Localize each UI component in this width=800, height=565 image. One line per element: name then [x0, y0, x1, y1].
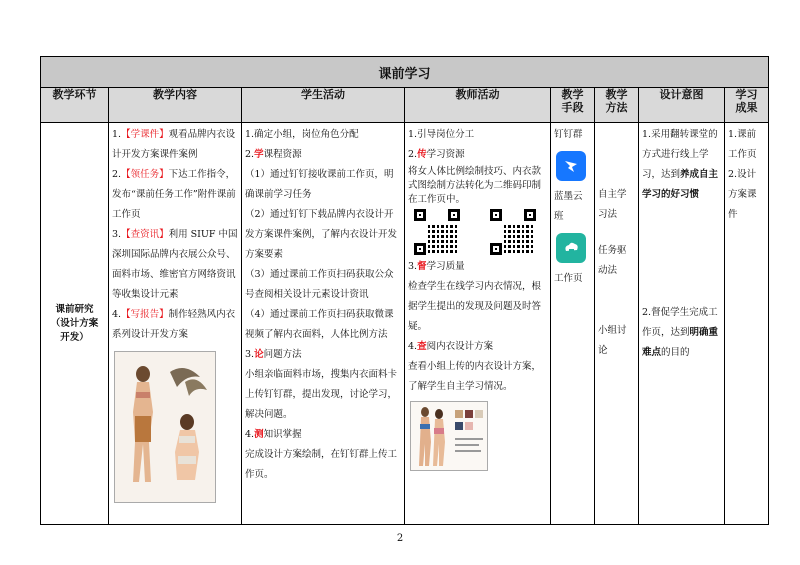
qr-code-icon[interactable]: [414, 209, 460, 255]
student-text: 2.学课程资源: [245, 149, 302, 160]
means-dingding-label: 钉钉群: [554, 129, 583, 140]
outcome-text: 1.课前工作页: [728, 129, 757, 160]
header-teacher: 教师活动: [405, 88, 551, 123]
student-text: 3.论问题方法: [245, 349, 302, 360]
teaching-method-cell: [595, 123, 639, 525]
teacher-text: 3.督学习质量: [408, 261, 465, 272]
student-activity-cell: [242, 123, 405, 525]
header-student: 学生活动: [242, 88, 405, 123]
proposal-figures-image: [411, 402, 487, 470]
means-lanmo-label: 蓝墨云班: [554, 191, 583, 222]
page-number: 2: [396, 533, 404, 544]
qr-codes: [414, 209, 547, 255]
fashion-figures-image: [115, 352, 215, 502]
teacher-text: 查看小组上传的内衣设计方案，了解学生自主学习情况。: [408, 361, 542, 392]
design-proposal-thumbnail: [410, 401, 488, 471]
header-stage: 教学环节: [41, 88, 109, 123]
lingerie-design-illustration: [114, 351, 216, 503]
student-text: 1.确定小组，岗位角色分配: [245, 129, 359, 140]
stage-label: 课前研究 （设计方案 开发）: [41, 123, 109, 525]
teacher-text: 2.传学习资源: [408, 149, 465, 160]
header-intent: 设计意图: [639, 88, 725, 123]
student-text: （4）通过课前工作页扫码获取微课视频了解内衣面料，人体比例方法: [245, 309, 394, 340]
outcome-text: 2.设计方案课件: [728, 169, 757, 220]
section-title: 课前学习: [41, 57, 769, 88]
header-row: [41, 88, 769, 123]
intent-text: 1.采用翻转课堂的方式进行线上学习，达到养成自主学习的好习惯: [642, 129, 719, 200]
content-row: [41, 123, 769, 525]
student-text: 完成设计方案绘制，在钉钉群上传工作页。: [245, 449, 398, 480]
teaching-means-cell: [551, 123, 595, 525]
dingtalk-icon[interactable]: [556, 151, 586, 181]
student-text: （3）通过课前工作页扫码获取公众号查阅相关设计元素设计资讯: [245, 269, 394, 300]
intent-text: 2.督促学生完成工作页，达到明确重难点的目的: [642, 307, 719, 358]
header-content: 教学内容: [109, 88, 242, 123]
mosoteach-icon[interactable]: [556, 233, 586, 263]
student-text: 4.测知识掌握: [245, 429, 302, 440]
learning-outcome-cell: [725, 123, 769, 525]
header-means: 教学 手段: [551, 88, 595, 123]
method-text: 小组讨论: [598, 325, 627, 356]
teacher-text: 检查学生在线学习内衣情况，根据学生提出的发现及问题及时答疑。: [408, 281, 542, 332]
qr-code-icon[interactable]: [490, 209, 536, 255]
header-outcome: 学习 成果: [725, 88, 769, 123]
teacher-text: 将女人体比例绘制技巧、内衣款式图绘制方法转化为二维码印制在工作页中。: [408, 166, 542, 205]
teacher-activity-cell: [405, 123, 551, 525]
content-cell: [109, 123, 242, 525]
means-worksheet-label: 工作页: [554, 273, 583, 284]
student-text: （2）通过钉钉下载品牌内衣设计开发方案课件案例，了解内衣设计开发方案要素: [245, 209, 398, 260]
student-text: 小组亲临面料市场，搜集内衣面料卡上传钉钉群，提出发现，讨论学习，解决问题。: [245, 369, 398, 420]
design-intent-cell: [639, 123, 725, 525]
content-item: 4.【写报告】制作轻熟风内衣系列设计开发方案: [112, 309, 236, 340]
method-text: 任务驱动法: [598, 245, 627, 276]
teacher-text: 4.查阅内衣设计方案: [408, 341, 494, 352]
student-text: （1）通过钉钉接收课前工作页，明确课前学习任务: [245, 169, 394, 200]
content-item: 1.【学课件】观看品牌内衣设计开发方案课件案例: [112, 129, 236, 160]
header-method: 教学 方法: [595, 88, 639, 123]
method-text: 自主学习法: [598, 189, 627, 220]
teacher-text: 1.引导岗位分工: [408, 129, 475, 140]
lesson-plan-table: [40, 56, 769, 525]
content-item: 2.【领任务】下达工作指令，发布“课前任务工作”附件课前工作页: [112, 169, 236, 220]
content-item: 3.【查资讯】利用 SIUF 中国深圳国际品牌内衣展公众号、面料市场、维密官方网络资讯等收集设计元素: [112, 229, 238, 300]
